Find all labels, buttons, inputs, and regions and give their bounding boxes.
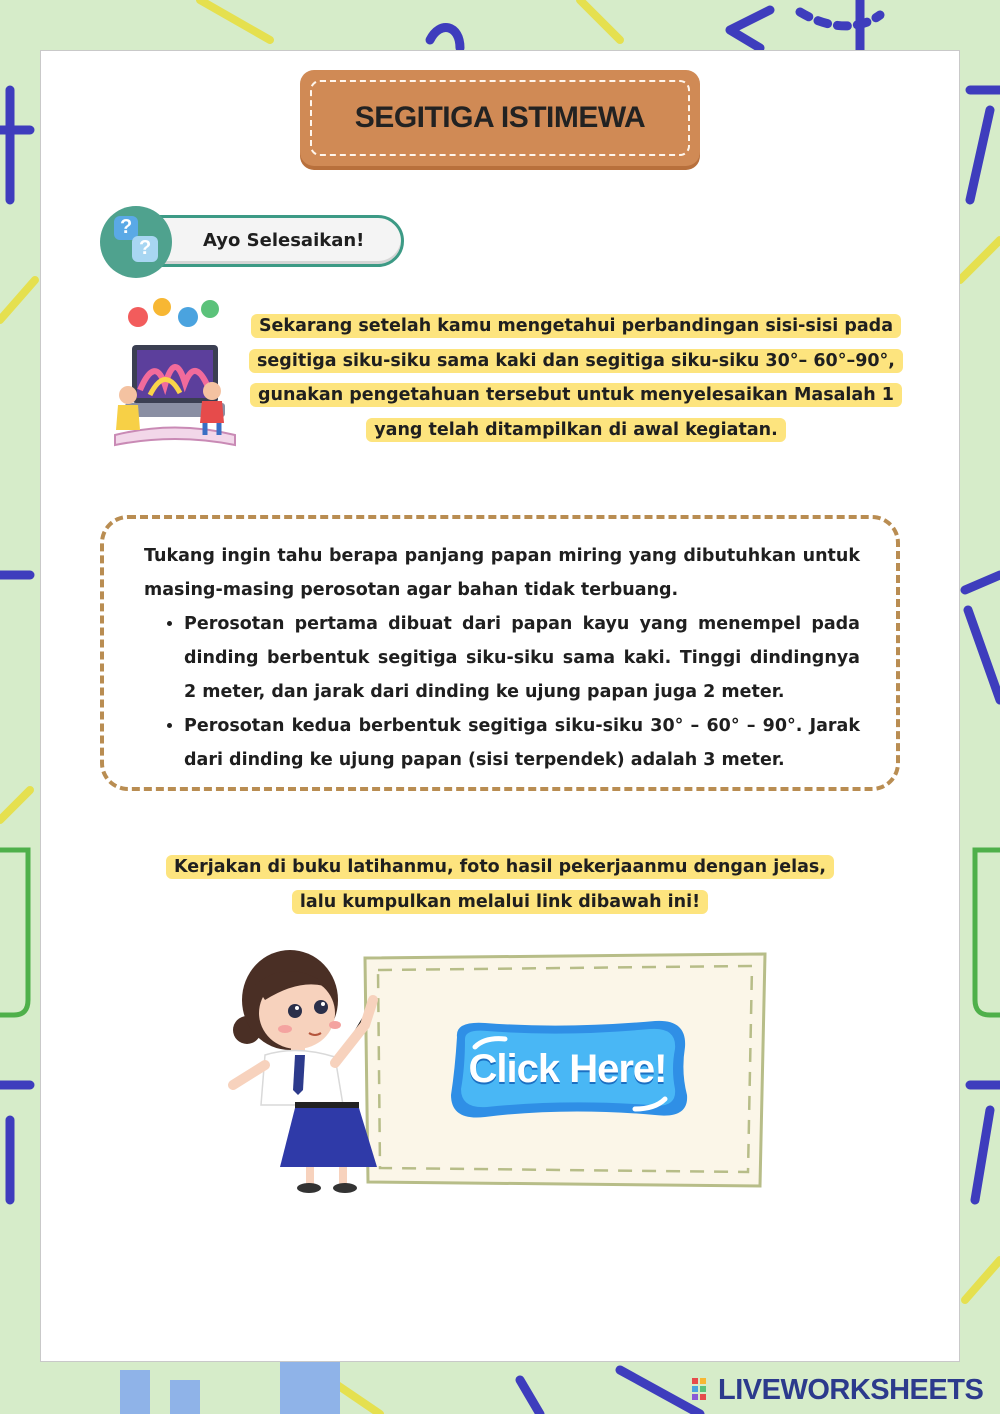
student-girl-illustration [225,945,395,1195]
page-title: SEGITIGA ISTIMEWA [310,80,690,156]
problem-list [144,607,860,777]
intro-text: Sekarang setelah kamu mengetahui perbandingan sisi-sisi pada segitiga siku-siku sama kaki dan segitiga siku-siku 30°– 60°–90°, gunakan pengetahuan tersebut untuk menyelesaikan Masalah 1 yang telah ditampilkan di awal kegiatan. [249,314,903,442]
problem-bullet: • Perosotan kedua berbentuk segitiga siku-siku 30° – 60° – 90°. Jarak dari dinding ke ujung papan (sisi terpendek) adalah 3 meter. [184,709,860,777]
instruction-text: Kerjakan di buku latihanmu, foto hasil pekerjaanmu dengan jelas, lalu kumpulkan melalui link dibawah ini! [166,855,834,914]
problem-lead: Tukang ingin tahu berapa panjang papan miring yang dibutuhkan untuk masing-masing perosotan agar bahan tidak terbuang. [144,546,860,600]
question-icon: ? ? [100,206,172,278]
footer-brand-text: LIVEWORKSHEETS [718,1373,984,1406]
kids-laptop-illustration [110,295,240,455]
problem-bullet: • Perosotan pertama dibuat dari papan kayu yang menempel pada dinding berbentuk segitiga siku-siku sama kaki. Tinggi dindingnya 2 meter, dan jarak dari dinding ke ujung papan juga 2 meter. [184,607,860,709]
intro-paragraph [246,309,906,447]
click-here-button[interactable] [445,1017,690,1121]
problem-box [100,515,900,791]
section-label: Ayo Selesaikan! [203,230,365,251]
title-banner [300,70,700,166]
footer-brand [692,1375,983,1405]
liveworksheets-logo-icon [692,1378,714,1402]
instruction-paragraph [160,850,840,920]
click-here-label: Click Here! [468,1046,667,1091]
